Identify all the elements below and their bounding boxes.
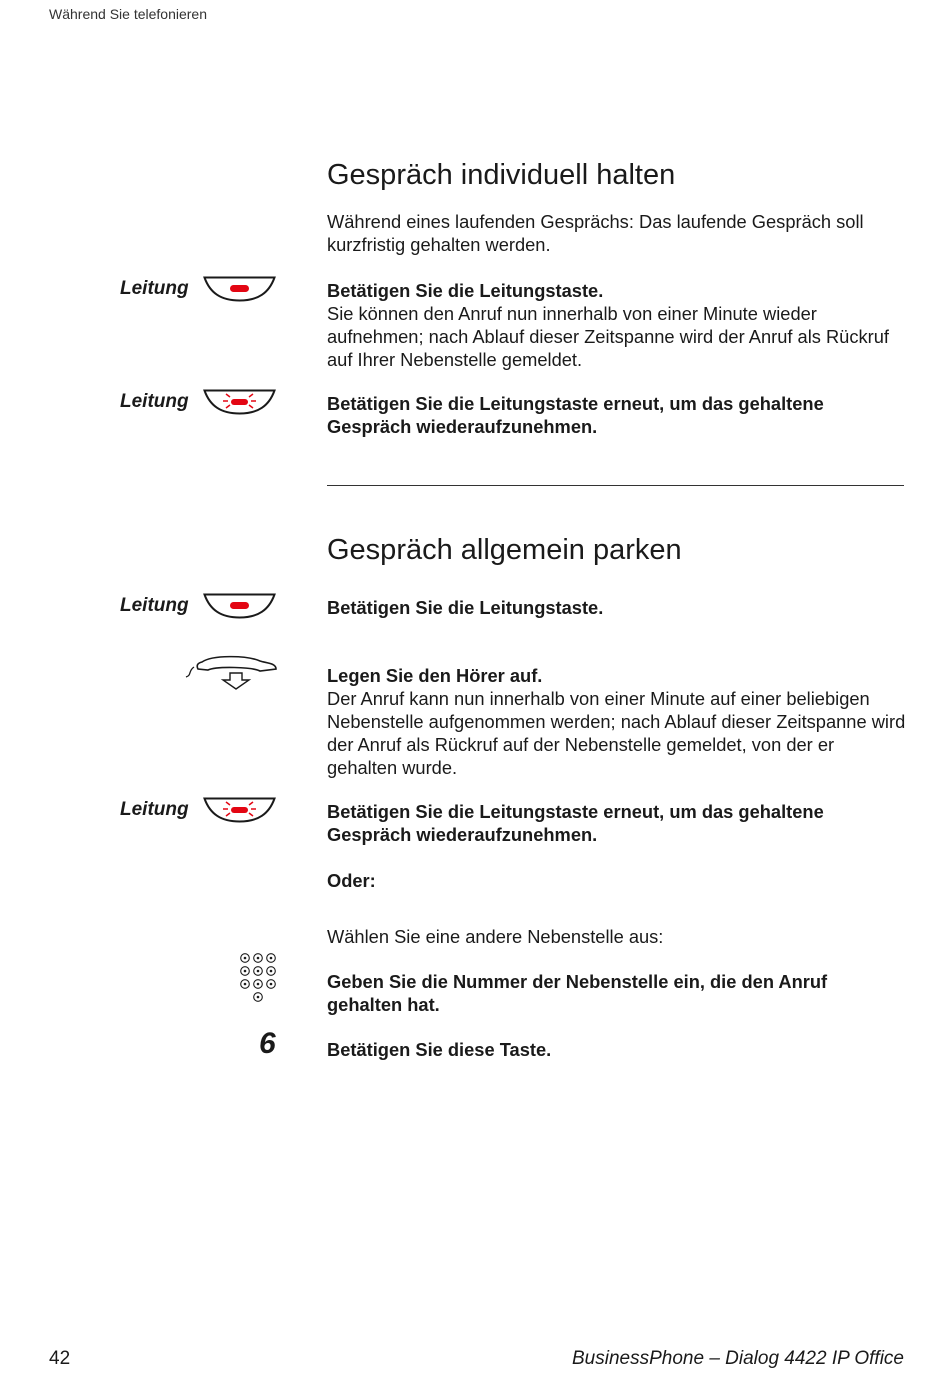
line-key-label: Leitung — [120, 799, 189, 820]
line-key-flashing-icon — [203, 389, 276, 415]
section-divider — [327, 485, 904, 486]
page-number: 42 — [49, 1348, 71, 1369]
step-instruction: Betätigen Sie die Leitungstaste erneut, um das gehaltene Gespräch wiederaufzunehmen. — [327, 393, 824, 437]
or-label: Oder: — [327, 870, 376, 891]
digit-key-6: 6 — [259, 1027, 276, 1060]
keypad-instruction: Geben Sie die Nummer der Nebenstelle ein, die den Anruf gehalten hat. — [327, 971, 828, 1015]
step-instruction: Betätigen Sie die Leitungstaste. — [327, 280, 604, 301]
step-description: Sie können den Anruf nun innerhalb von einer Minute wieder aufnehmen; nach Ablauf dieser Zeitspanne wird der Anruf als Rückruf auf Ihrer Nebenstelle gemeldet. — [327, 303, 889, 370]
handset-hang-up-icon — [182, 653, 278, 693]
line-key-label: Leitung — [120, 595, 189, 616]
line-key-flashing-icon — [203, 797, 276, 823]
step-instruction: Betätigen Sie die Leitungstaste erneut, um das gehaltene Gespräch wiederaufzunehmen. — [327, 801, 824, 845]
keypad-icon — [239, 951, 279, 1005]
section-title-park: Gespräch allgemein parken — [327, 534, 682, 566]
choose-extension-text: Wählen Sie eine andere Nebenstelle aus: — [327, 926, 664, 947]
step-instruction: Betätigen Sie die Leitungstaste. — [327, 597, 604, 618]
step-description: Der Anruf kann nun innerhalb von einer Minute auf einer beliebigen Nebenstelle aufgenommen werden; nach Ablauf dieser Zeitspanne wird der Anruf als Rückruf auf der Nebenstelle gemeldet, von der er gehalten wurde. — [327, 688, 906, 778]
document-title: BusinessPhone – Dialog 4422 IP Office — [572, 1348, 904, 1369]
line-key-icon — [203, 593, 276, 619]
key-instruction: Betätigen Sie diese Taste. — [327, 1039, 552, 1060]
line-key-label: Leitung — [120, 278, 189, 299]
section-intro: Während eines laufenden Gesprächs: Das laufende Gespräch soll kurzfristig gehalten werden. — [327, 211, 864, 255]
step-instruction: Legen Sie den Hörer auf. — [327, 665, 543, 686]
section-title-hold: Gespräch individuell halten — [327, 159, 676, 191]
line-key-icon — [203, 276, 276, 302]
line-key-label: Leitung — [120, 391, 189, 412]
running-header: Während Sie telefonieren — [49, 6, 207, 22]
